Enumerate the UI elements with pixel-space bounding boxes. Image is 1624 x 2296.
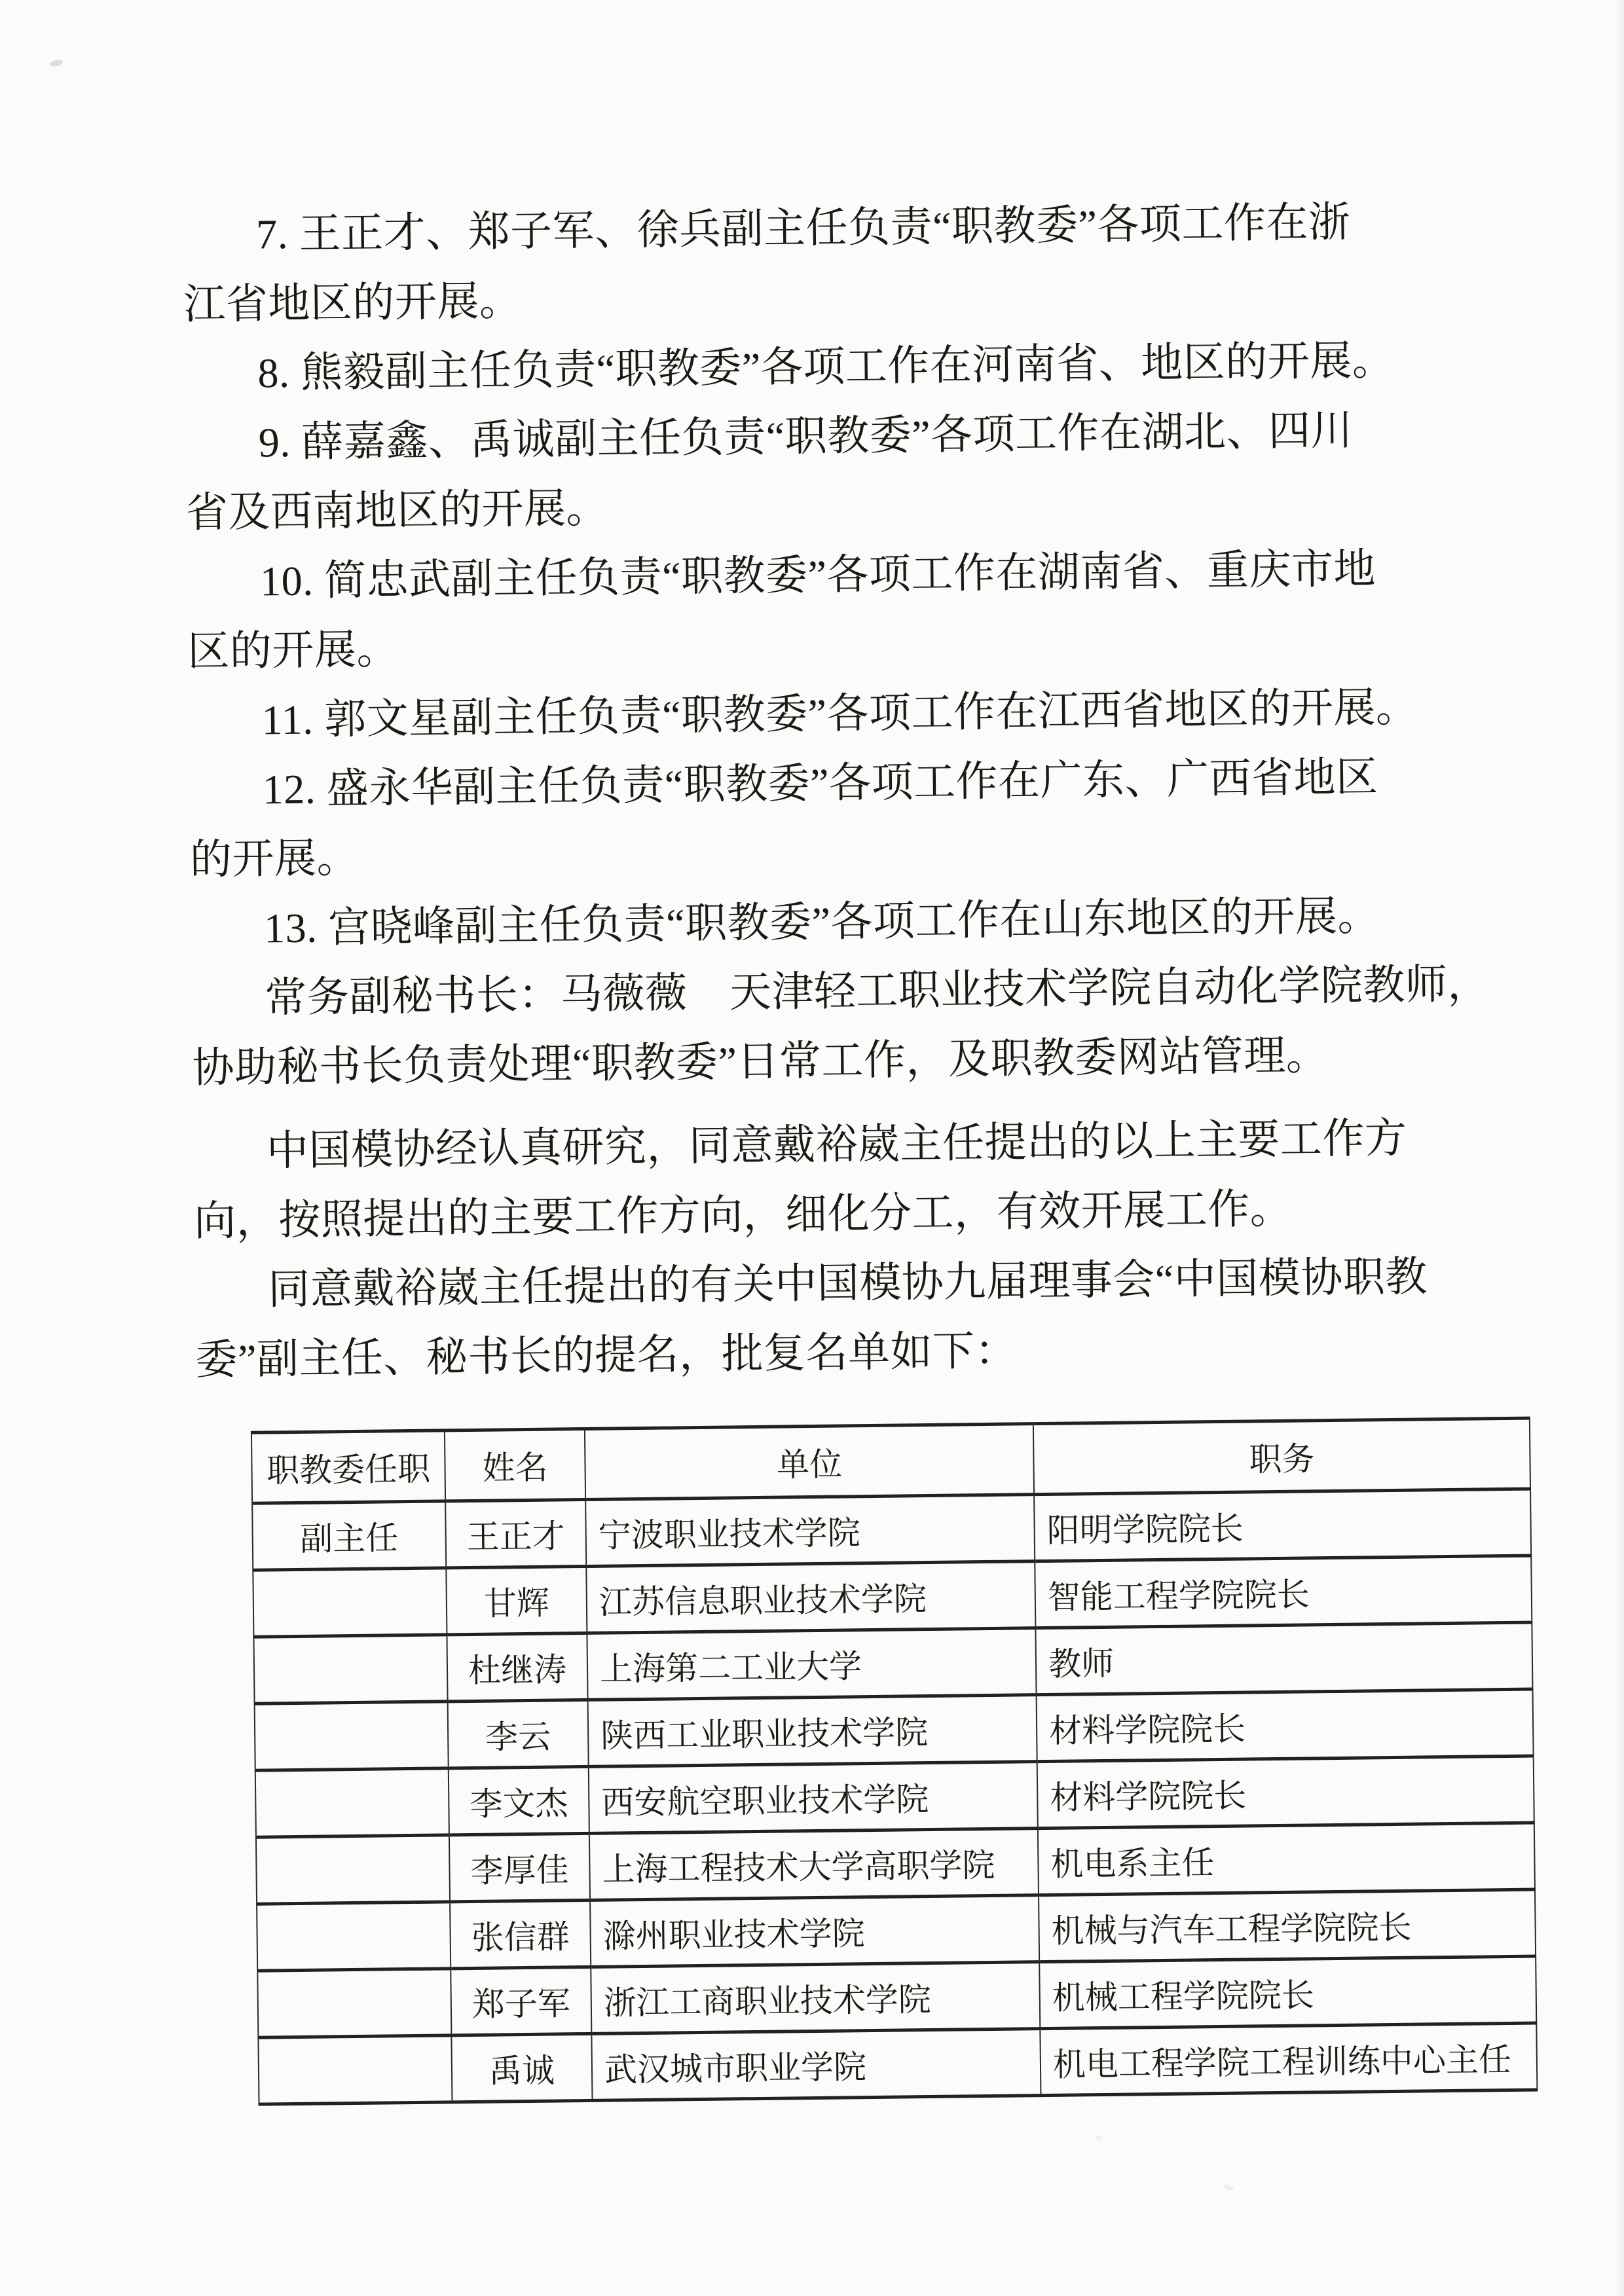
table-cell: 机电工程学院工程训练中心主任: [1040, 2023, 1537, 2096]
table-cell: 陕西工业职业技术学院: [588, 1695, 1037, 1767]
table-cell: 教师: [1035, 1622, 1532, 1695]
text-line: 中国模协经认真研究，同意戴裕崴主任提出的以上主要工作方: [266, 1114, 1407, 1175]
table-cell: 机械与汽车工程学院院长: [1039, 1889, 1536, 1962]
table-cell: 材料学院院长: [1037, 1689, 1534, 1762]
table-cell: 李厚佳: [449, 1833, 590, 1901]
table-cell: 西安航空职业技术学院: [589, 1762, 1038, 1834]
table-cell: 智能工程学院院长: [1035, 1556, 1532, 1628]
text-line: 8. 熊毅副主任负责“职教委”各项工作在河南省、地区的开展。: [257, 337, 1395, 397]
table-cell: 武汉城市职业学院: [591, 2029, 1041, 2101]
text-line: 同意戴裕崴主任提出的有关中国模协九届理事会“中国模协职教: [268, 1253, 1428, 1313]
table-cell: 张信群: [450, 1900, 591, 1968]
table-cell: 禹诚: [451, 2033, 592, 2102]
table-cell: [257, 1969, 451, 2037]
text-line: 向，按照提出的主要工作方向，细化分工，有效开展工作。: [193, 1185, 1293, 1245]
work-assignment-paragraphs: [183, 187, 1490, 1103]
text-line: 的开展。: [189, 834, 360, 883]
table-cell: 李文杰: [449, 1766, 589, 1834]
table-cell: [255, 1768, 449, 1837]
table-header-cell: 姓名: [445, 1429, 585, 1501]
text-line: 7. 王正才、郑子军、徐兵副主任负责“职教委”各项工作在浙: [255, 198, 1351, 258]
table-cell: 浙江工商职业技术学院: [591, 1962, 1040, 2034]
table-cell: 李云: [448, 1700, 589, 1768]
table-cell: 杜继涛: [447, 1633, 587, 1701]
table-cell: 甘辉: [446, 1566, 587, 1634]
table-header-cell: 单位: [585, 1424, 1034, 1500]
table-cell: 宁波职业技术学院: [585, 1495, 1035, 1567]
table-cell: 机械工程学院院长: [1039, 1956, 1536, 2029]
table-header-cell: 职务: [1033, 1418, 1530, 1495]
table-cell: 王正才: [445, 1499, 586, 1567]
table-cell: [258, 2035, 452, 2104]
text-line: 12. 盛永华副主任负责“职教委”各项工作在广东、广西省地区: [262, 754, 1378, 813]
scan-edge-shadow: [1614, 0, 1624, 2296]
table-cell: [255, 1702, 449, 1770]
table-cell: [253, 1635, 447, 1704]
text-line: 常务副秘书长：马薇薇 天津轻工职业技术学院自动化学院教师，: [264, 960, 1490, 1021]
text-line: 江省地区的开展。: [183, 277, 522, 328]
table-cell: 副主任: [252, 1501, 446, 1570]
table-cell: 材料学院院长: [1037, 1756, 1534, 1829]
text-line: 区的开展。: [187, 626, 399, 675]
appointment-approval-table: [251, 1417, 1538, 2106]
text-line: 9. 薛嘉鑫、禹诚副主任负责“职教委”各项工作在湖北、四川: [258, 407, 1354, 466]
table-cell: [256, 1835, 450, 1904]
table-row: [258, 2023, 1537, 2104]
table-cell: 郑子军: [451, 1967, 591, 2035]
table-cell: 机电系主任: [1038, 1823, 1535, 1895]
approval-paragraphs: [193, 1103, 1466, 1395]
table-cell: [253, 1568, 447, 1637]
text-line: 协助秘书长负责处理“职教委”日常工作，及职教委网站管理。: [192, 1032, 1329, 1091]
table-cell: 阳明学院院长: [1034, 1489, 1531, 1561]
table-cell: [257, 1902, 451, 1971]
text-line: 10. 简忠武副主任负责“职教委”各项工作在湖南省、重庆市地: [259, 545, 1376, 605]
text-line: 13. 宫晓峰副主任负责“职教委”各项工作在山东地区的开展。: [263, 892, 1380, 952]
text-line: 11. 郭文星副主任负责“职教委”各项工作在江西省地区的开展。: [261, 683, 1418, 744]
table-header-cell: 职教委任职: [251, 1430, 445, 1503]
table-cell: 滁州职业技术学院: [590, 1895, 1039, 1967]
table-cell: 上海工程技术大学高职学院: [589, 1829, 1039, 1901]
text-line: 委”副主任、秘书长的提名，批复名单如下：: [195, 1327, 1018, 1383]
table-cell: 江苏信息职业技术学院: [586, 1561, 1035, 1633]
text-line: 省及西南地区的开展。: [185, 484, 609, 536]
table-cell: 上海第二工业大学: [587, 1628, 1036, 1700]
scan-speck: [1095, 2136, 1101, 2140]
